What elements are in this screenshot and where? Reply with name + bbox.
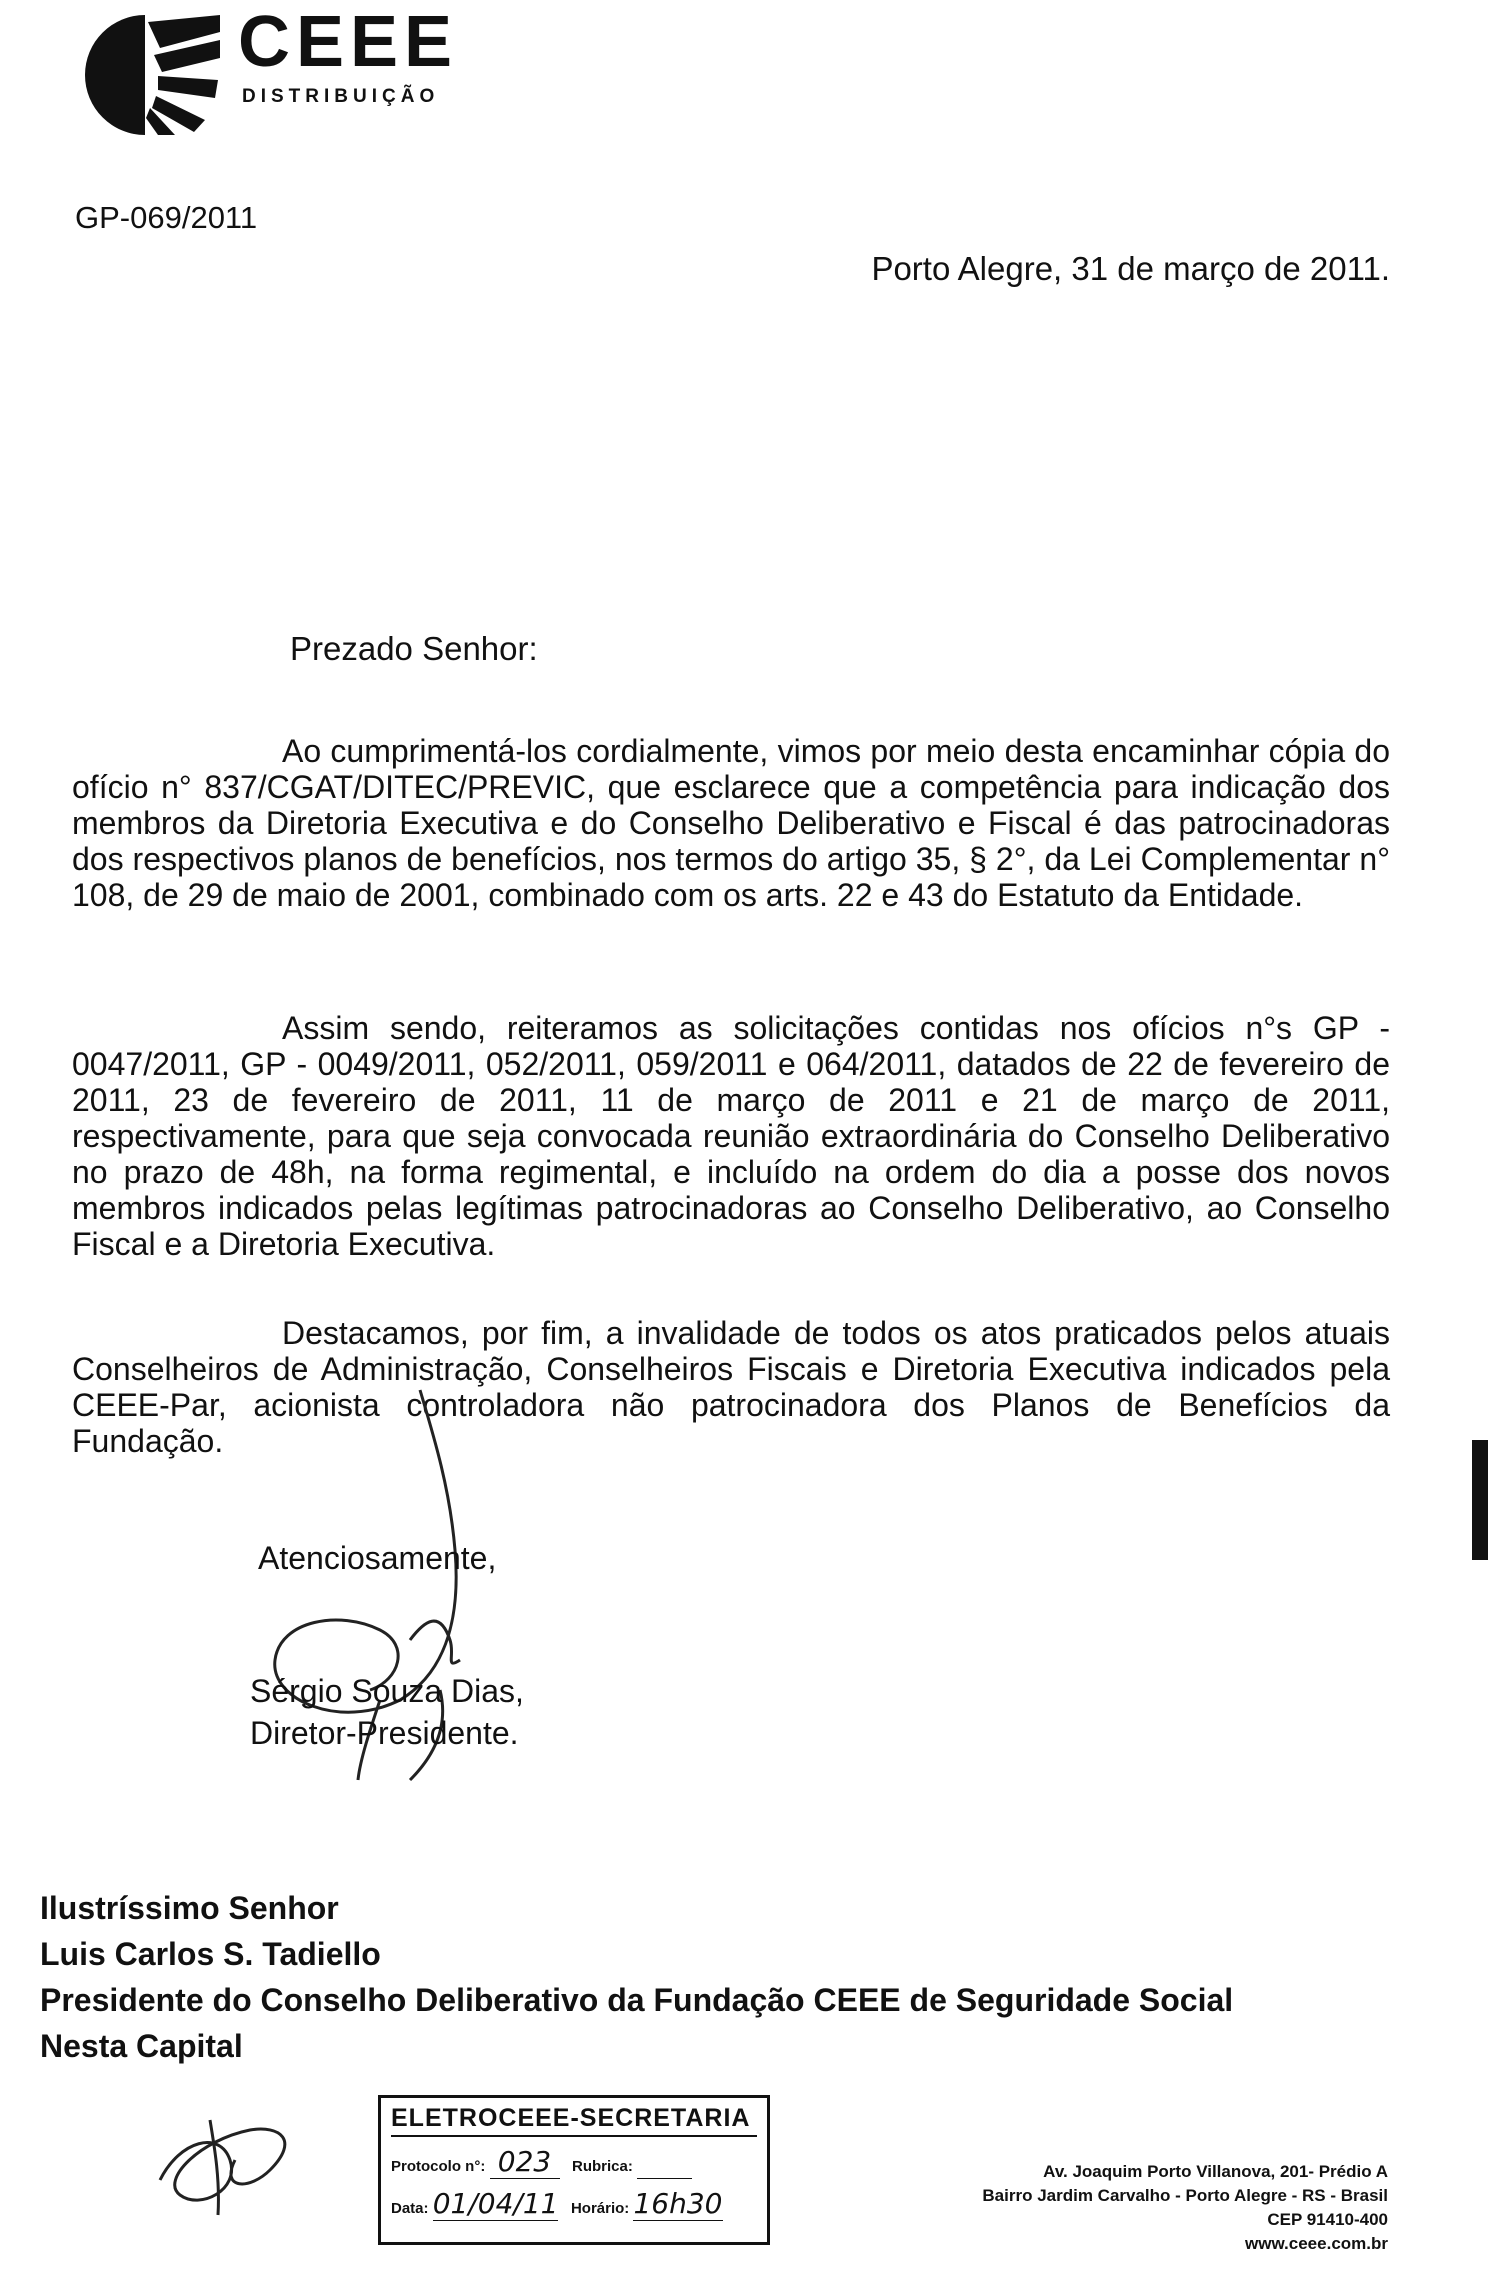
signer-block [250,1670,524,1754]
salutation: Prezado Senhor: [290,630,538,667]
brand-subtitle: DISTRIBUIÇÃO [242,86,440,107]
address-line-1: Av. Joaquim Porto Villanova, 201- Prédio A [1043,2162,1388,2181]
addressee-line-2: Luis Carlos S. Tadiello [40,1936,381,1972]
time-value: 16h30 [633,2187,723,2220]
handwritten-initials [140,2100,310,2220]
website-link[interactable]: www.ceee.com.br [1245,2234,1388,2253]
stamp-title: ELETROCEEE-SECRETARIA [391,2104,757,2137]
document-reference: GP-069/2011 [75,200,258,235]
signer-title: Diretor-Presidente. [250,1715,519,1751]
signer-name: Sérgio Souza Dias, [250,1673,524,1709]
rubric-value [637,2145,692,2179]
letterhead-logo [70,2,490,140]
addressee-line-1: Ilustríssimo Senhor [40,1890,339,1926]
brand-name: CEEE [238,2,459,82]
ceee-logo-icon [70,10,220,135]
date-label: Data: [391,2200,429,2217]
time-label: Horário: [570,2200,630,2217]
company-address [928,2160,1388,2256]
address-line-3: CEP 91410-400 [1267,2210,1388,2229]
date-value: 01/04/11 [432,2187,559,2220]
closing-line: Atenciosamente, [258,1540,497,1576]
addressee-line-4: Nesta Capital [40,2028,243,2064]
body-paragraph-2: Assim sendo, reiteramos as solicitações contidas nos ofícios n°s GP - 0047/2011, GP - 0049/2011, 052/2011, 059/2011 e 064/2011, datados de 22 de fevereiro de 2011, 23 de fevereiro de 2011, 11 de março de 2011 e 21 de março de 2011, respectivamente, para que seja convocada reunião extraordinária do Conselho Deliberativo no prazo de 48h, na forma regimental, e incluído na ordem do dia a posse dos novos membros indicados pelas legítimas patrocinadoras ao Conselho Deliberativo, ao Conselho Fiscal e a Diretoria Executiva. [72,1010,1390,1262]
rubric-label: Rubrica: [572,2158,633,2175]
body-paragraph-1: Ao cumprimentá-los cordialmente, vimos por meio desta encaminhar cópia do ofício n° 837/CGAT/DITEC/PREVIC, que esclarece que a competência para indicação dos membros da Diretoria Executiva e do Conselho Deliberativo e Fiscal é das patrocinadoras dos respectivos planos de benefícios, nos termos do artigo 35, § 2°, da Lei Complementar n° 108, de 29 de maio de 2001, combinado com os arts. 22 e 43 do Estatuto da Entidade. [72,733,1390,913]
scan-edge-mark [1460,1440,1488,1560]
receipt-stamp [378,2095,770,2245]
body-paragraph-3: Destacamos, por fim, a invalidade de todos os atos praticados pelos atuais Conselheiros de Administração, Conselheiros Fiscais e Diretoria Executiva indicados pela CEEE-Par, acionista controladora não patrocinadora dos Planos de Benefícios da Fundação. [72,1315,1390,1459]
date-line: Porto Alegre, 31 de março de 2011. [871,250,1390,287]
protocol-value: 023 [490,2145,560,2179]
addressee-block [40,1885,1233,2069]
address-line-2: Bairro Jardim Carvalho - Porto Alegre - RS - Brasil [982,2186,1388,2205]
addressee-line-3: Presidente do Conselho Deliberativo da Fundação CEEE de Seguridade Social [40,1982,1234,2018]
protocol-label: Protocolo n°: [391,2158,486,2175]
stamp-row-date [391,2187,757,2221]
stamp-row-protocol [391,2145,757,2179]
